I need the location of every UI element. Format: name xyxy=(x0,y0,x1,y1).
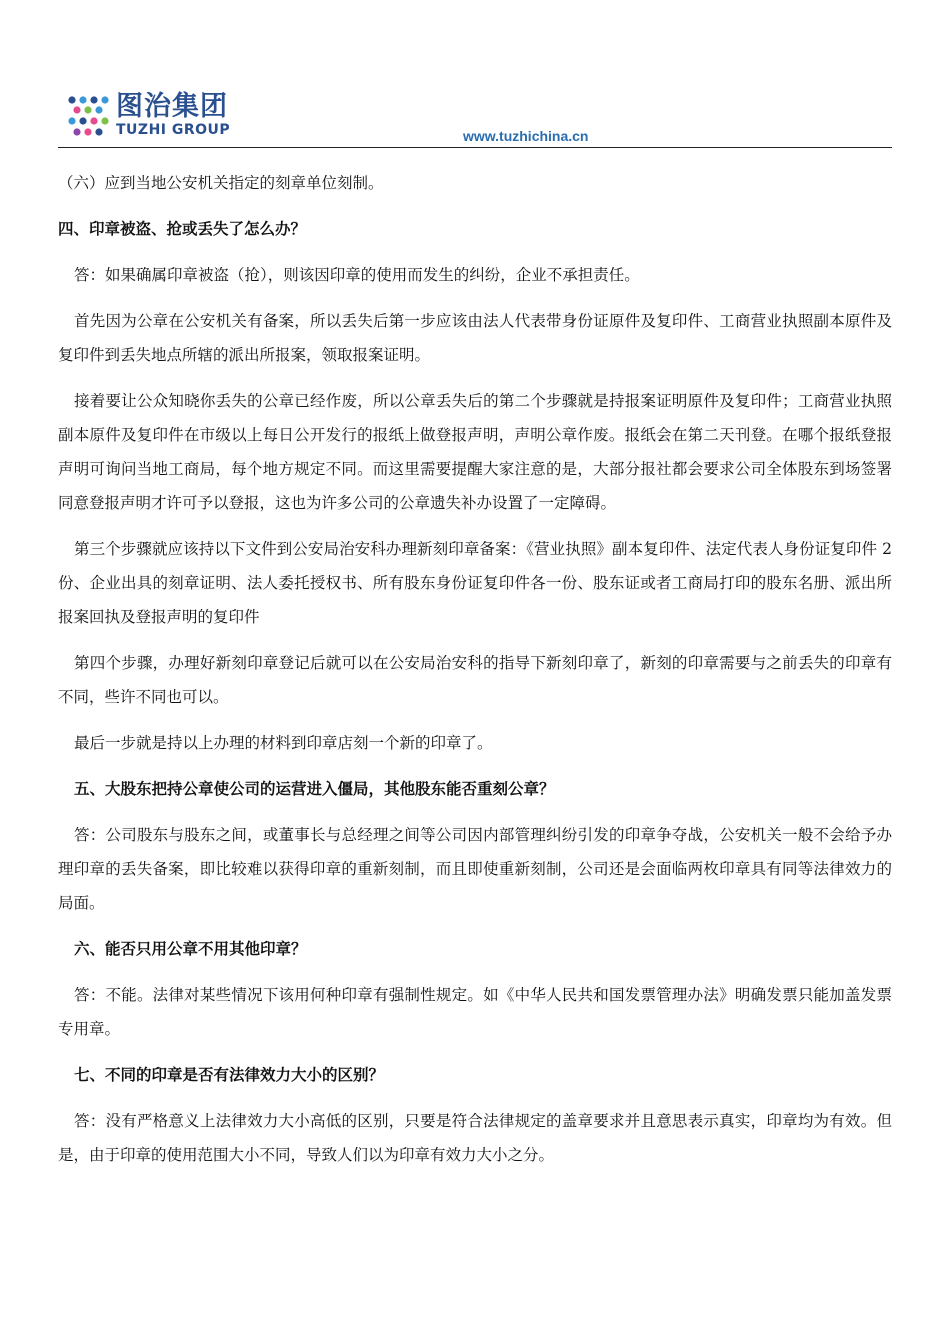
section-5-heading: 五、大股东把持公章使公司的运营进入僵局，其他股东能否重刻公章？ xyxy=(74,779,555,798)
logo-chinese-name: 图治集团 xyxy=(116,91,228,122)
section-7-heading: 七、不同的印章是否有法律效力大小的区别？ xyxy=(74,1065,385,1084)
section-4-paragraph-4: 第四个步骤，办理好新刻印章登记后就可以在公安局治安科的指导下新刻印章了，新刻的印章需要与之前丢失的印章有不同，些许不同也可以。 xyxy=(58,654,892,706)
section-4-heading: 四、印章被盗、抢或丢失了怎么办？ xyxy=(58,219,307,238)
page-header xyxy=(58,88,892,148)
section-5-answer: 答：公司股东与股东之间，或董事长与总经理之间等公司因内部管理纠纷引发的印章争夺战，公安机关一般不会给予办理印章的丢失备案，即比较难以获得印章的重新刻制，而且即使重新刻制，公司还是会面临两枚印章具有同等法律效力的局面。 xyxy=(58,826,892,912)
section-6-heading: 六、能否只用公章不用其他印章？ xyxy=(74,939,307,958)
logo-icon xyxy=(66,94,110,138)
item-six: （六）应到当地公安机关指定的刻章单位刻制。 xyxy=(58,174,384,192)
section-4-paragraph-2: 接着要让公众知晓你丢失的公章已经作废，所以公章丢失后的第二个步骤就是持报案证明原件及复印件；工商营业执照副本原件及复印件在市级以上每日公开发行的报纸上做登报声明，声明公章作废。报纸会在第二天刊登。在哪个报纸登报声明可询问当地工商局，每个地方规定不同。而这里需要提醒大家注意的是，大部分报社都会要求公司全体股东到场签署同意登报声明才许可予以登报，这也为许多公司的公章遗失补办设置了一定障碍。 xyxy=(58,392,892,512)
section-7-answer: 答：没有严格意义上法律效力大小高低的区别，只要是符合法律规定的盖章要求并且意思表示真实，印章均为有效。但是，由于印章的使用范围大小不同，导致人们以为印章有效力大小之分。 xyxy=(58,1112,892,1164)
header-divider xyxy=(58,147,892,148)
website-url[interactable]: www.tuzhichina.cn xyxy=(463,128,589,144)
logo-english-name: TUZHI GROUP xyxy=(116,122,231,138)
section-6-answer: 答：不能。法律对某些情况下该用何种印章有强制性规定。如《中华人民共和国发票管理办法》明确发票只能加盖发票专用章。 xyxy=(58,986,892,1038)
section-4-paragraph-5: 最后一步就是持以上办理的材料到印章店刻一个新的印章了。 xyxy=(74,734,493,752)
section-4-paragraph-1: 首先因为公章在公安机关有备案，所以丢失后第一步应该由法人代表带身份证原件及复印件、工商营业执照副本原件及复印件到丢失地点所辖的派出所报案，领取报案证明。 xyxy=(58,312,892,364)
section-4-paragraph-3: 第三个步骤就应该持以下文件到公安局治安科办理新刻印章备案：《营业执照》副本复印件、法定代表人身份证复印件 2 份、企业出具的刻章证明、法人委托授权书、所有股东身份证复印件各一份、股东证或者工商局打印的股东名册、派出所报案回执及登报声明的复印件 xyxy=(58,540,892,626)
section-4-answer: 答：如果确属印章被盗（抢），则该因印章的使用而发生的纠纷，企业不承担责任。 xyxy=(74,266,640,284)
document-body xyxy=(58,166,892,1172)
